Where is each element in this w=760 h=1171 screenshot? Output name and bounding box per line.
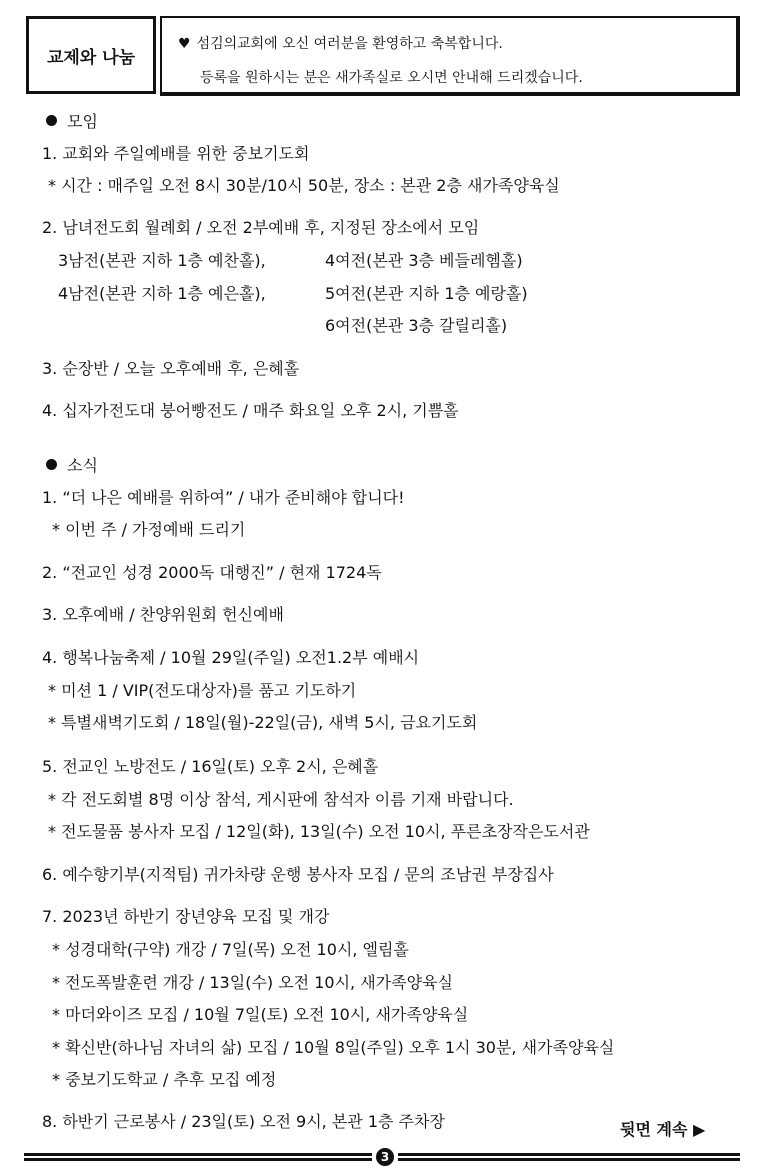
news-detail: * 특별새벽기도회 / 18일(월)-22일(금), 새벽 5시, 금요기도회 xyxy=(48,713,478,732)
footer-rule-right xyxy=(398,1153,740,1161)
section-title: 교제와 나눔 xyxy=(26,16,156,94)
welcome-line xyxy=(178,34,503,54)
gathering-place: 4여전(본관 3층 베들레헴홀) xyxy=(325,251,523,270)
news-item: 8. 하반기 근로봉사 / 23일(토) 오전 9시, 본관 1층 주차장 xyxy=(42,1112,445,1131)
gathering-item: 4. 십자가전도대 붕어빵전도 / 매주 화요일 오후 2시, 기쁨홀 xyxy=(42,401,459,420)
bullet-icon xyxy=(46,115,57,126)
news-item: 1. “더 나은 예배를 위하여” / 내가 준비해야 합니다! xyxy=(42,488,405,507)
footer-rule-left xyxy=(24,1153,372,1161)
gathering-place: 5여전(본관 지하 1층 예랑홀) xyxy=(325,284,528,303)
news-item: 3. 오후예배 / 찬양위원회 헌신예배 xyxy=(42,605,284,624)
news-heading xyxy=(46,455,98,477)
news-detail: * 확신반(하나님 자녀의 삶) 모집 / 10월 8일(주일) 오후 1시 30분, 새가족양육실 xyxy=(52,1038,615,1057)
gathering-place: 4남전(본관 지하 1층 예은홀), xyxy=(58,284,266,303)
gathering-detail: * 시간 : 매주일 오전 8시 30분/10시 50분, 장소 : 본관 2층 새가족양육실 xyxy=(48,176,560,195)
welcome-box xyxy=(160,16,740,96)
news-detail: * 중보기도학교 / 추후 모집 예정 xyxy=(52,1070,277,1089)
news-item: 4. 행복나눔축제 / 10월 29일(주일) 오전1.2부 예배시 xyxy=(42,648,420,667)
gathering-place: 6여전(본관 3층 갈릴리홀) xyxy=(325,316,508,335)
gathering-heading xyxy=(46,111,98,133)
welcome-text: 섬김의교회에 오신 여러분을 환영하고 축복합니다. xyxy=(196,36,503,52)
news-detail: * 전도물품 봉사자 모집 / 12일(화), 13일(수) 오전 10시, 푸른초장작은도서관 xyxy=(48,822,590,841)
register-text: 등록을 원하시는 분은 새가족실로 오시면 안내해 드리겠습니다. xyxy=(200,70,583,86)
news-item: 5. 전교인 노방전도 / 16일(토) 오후 2시, 은혜홀 xyxy=(42,757,379,776)
news-item: 6. 예수향기부(지적팀) 귀가차량 운행 봉사자 모집 / 문의 조남권 부장집사 xyxy=(42,865,554,884)
gathering-item: 3. 순장반 / 오늘 오후예배 후, 은혜홀 xyxy=(42,359,300,378)
news-detail: * 미션 1 / VIP(전도대상자)를 품고 기도하기 xyxy=(48,681,357,700)
news-detail: * 마더와이즈 모집 / 10월 7일(토) 오전 10시, 새가족양육실 xyxy=(52,1005,469,1024)
news-item: 2. “전교인 성경 2000독 대행진” / 현재 1724독 xyxy=(42,563,382,582)
news-item: 7. 2023년 하반기 장년양육 모집 및 개강 xyxy=(42,907,330,926)
news-detail: * 성경대학(구약) 개강 / 7일(목) 오전 10시, 엘림홀 xyxy=(52,940,409,959)
continue-label: 뒷면 계속 ▶ xyxy=(620,1120,706,1139)
news-detail: * 전도폭발훈련 개강 / 13일(수) 오전 10시, 새가족양육실 xyxy=(52,973,453,992)
gathering-heading-text: 모임 xyxy=(67,112,98,131)
gathering-item: 2. 남녀전도회 월례회 / 오전 2부예배 후, 지정된 장소에서 모임 xyxy=(42,218,480,237)
page-number: 3 xyxy=(376,1148,394,1166)
news-detail: * 이번 주 / 가정예배 드리기 xyxy=(52,520,246,539)
news-detail: * 각 전도회별 8명 이상 참석, 게시판에 참석자 이름 기재 바랍니다. xyxy=(48,790,514,809)
gathering-place: 3남전(본관 지하 1층 예찬홀), xyxy=(58,251,266,270)
heart-icon: ♥ xyxy=(178,36,191,52)
gathering-item: 1. 교회와 주일예배를 위한 중보기도회 xyxy=(42,144,310,163)
bullet-icon xyxy=(46,459,57,470)
news-heading-text: 소식 xyxy=(67,456,98,475)
